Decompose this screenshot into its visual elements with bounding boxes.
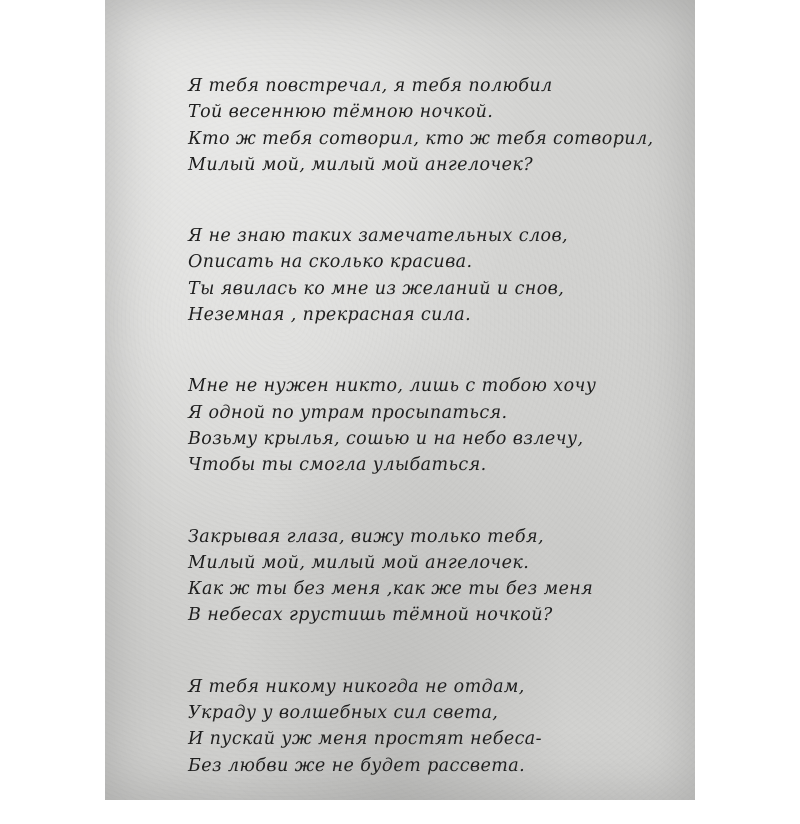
poem-line: И пускай уж меня простят небеса-: [188, 729, 542, 750]
poem-line: В небесах грустишь тёмной ночкой?: [188, 605, 553, 626]
poem-line: Милый мой, милый мой ангелочек?: [188, 154, 534, 175]
poem-line: Неземная , прекрасная сила.: [188, 305, 472, 326]
poem-line: Ты явилась ко мне из желаний и снов,: [188, 278, 565, 299]
stanza-5: [188, 674, 688, 779]
poem-line: Украду у волшебных сил света,: [188, 703, 499, 724]
stanza-3: [188, 373, 688, 478]
poem-line: Кто ж тебя сотворил, кто ж тебя сотворил,: [188, 128, 654, 149]
paper-page: [105, 0, 695, 800]
stanza-4: [188, 524, 688, 629]
poem-line: Чтобы ты смогла улыбаться.: [188, 455, 487, 476]
stanza-1: [188, 73, 688, 178]
stanza-2: [188, 223, 688, 328]
poem-line: Описать на сколько красива.: [188, 252, 473, 273]
poem-line: Как ж ты без меня ,как же ты без меня: [188, 579, 594, 600]
poem-line: Я одной по утрам просыпаться.: [188, 402, 508, 423]
poem-line: Я тебя никому никогда не отдам,: [188, 676, 525, 697]
poem-line: Без любви же не будет рассвета.: [188, 755, 526, 776]
poem-line: Возьму крылья, сошью и на небо взлечу,: [188, 428, 584, 449]
poem-line: Той весеннюю тёмною ночкой.: [188, 102, 494, 123]
poem-line: Мне не нужен никто, лишь с тобою хочу: [188, 376, 597, 397]
poem-line: Закрывая глаза, вижу только тебя,: [188, 526, 544, 547]
poem-line: Я тебя повстречал, я тебя полюбил: [188, 76, 553, 96]
poem-line: Милый мой, милый мой ангелочек.: [188, 552, 530, 573]
poem-text: [188, 73, 688, 824]
poem-line: Я не знаю таких замечательных слов,: [188, 226, 569, 247]
